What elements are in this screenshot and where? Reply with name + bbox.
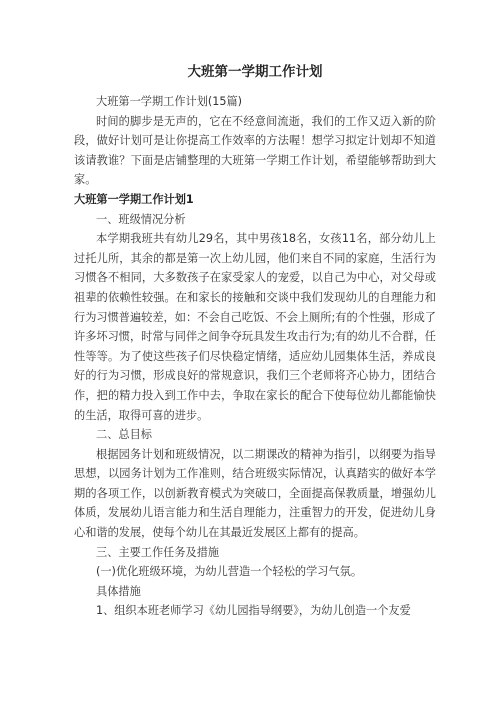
section-heading-overall-goal: 二、总目标	[96, 428, 152, 442]
section-heading-tasks: 三、主要工作任务及措施	[96, 545, 220, 559]
measure-item-1: 1、组织本班老师学习《幼儿园指导纲要》，为幼儿创造一个友爱	[96, 604, 411, 618]
class-analysis-paragraph: 本学期我班共有幼儿29名，其中男孩18名，女孩11名，部分幼儿上过托儿所，其余的都是第一次上幼儿园，他们来自不同的家庭，生活行为习惯各不相同，大多数孩子在家受家人的宠爱，以自己为中心，对父母或祖辈的依赖性较强。在和家长的接触和交谈中我们发现幼儿的自理能力和行为习惯普遍较差，如：不会自己吃饭、不会上厕所;有的个性强，形成了许多坏习惯，时常与同伴之间争夺玩具发生攻击行为;有的幼儿不合群，任性等等。为了使这些孩子们尽快稳定情绪，适应幼儿园集体生活，养成良好的行为习惯，形成良好的常规意识，我们三个老师将齐心协力，团结合作，把的精力投入到工作中去，争取在家长的配合下使每位幼儿都能愉快的生活，取得可喜的进步。	[74, 232, 436, 422]
overall-goal-paragraph: 根据园务计划和班级情况，以二期课改的精神为指引，以纲要为指导思想，以园务计划为工作准则，结合班级实际情况，认真踏实的做好本学期的各项工作，以创新教育模式为突破口，全面提高保教质量，增强幼儿体质，发展幼儿语言能力和生活自理能力，注重智力的开发，促进幼儿身心和谐的发展，使每个幼儿在其最近发展区上都有的提高。	[74, 447, 436, 540]
intro-paragraph: 时间的脚步是无声的，它在不经意间流逝，我们的工作又迈入新的阶段，做好计划可是让你提高工作效率的方法喔！想学习拟定计划却不知道该请教谁？下面是店铺整理的大班第一学期工作计划，希望能够帮助到大家。	[74, 114, 436, 187]
measures-label: 具体措施	[96, 584, 141, 598]
plan-heading: 大班第一学期工作计划1	[74, 192, 194, 206]
intro-subtitle: 大班第一学期工作计划(15篇)	[96, 95, 243, 108]
subsection-heading-environment: (一)优化班级环境，为幼儿营造一个轻松的学习气氛。	[96, 565, 363, 579]
section-heading-class-analysis: 一、班级情况分析	[96, 212, 186, 226]
document-title: 大班第一学期工作计划	[187, 64, 323, 80]
